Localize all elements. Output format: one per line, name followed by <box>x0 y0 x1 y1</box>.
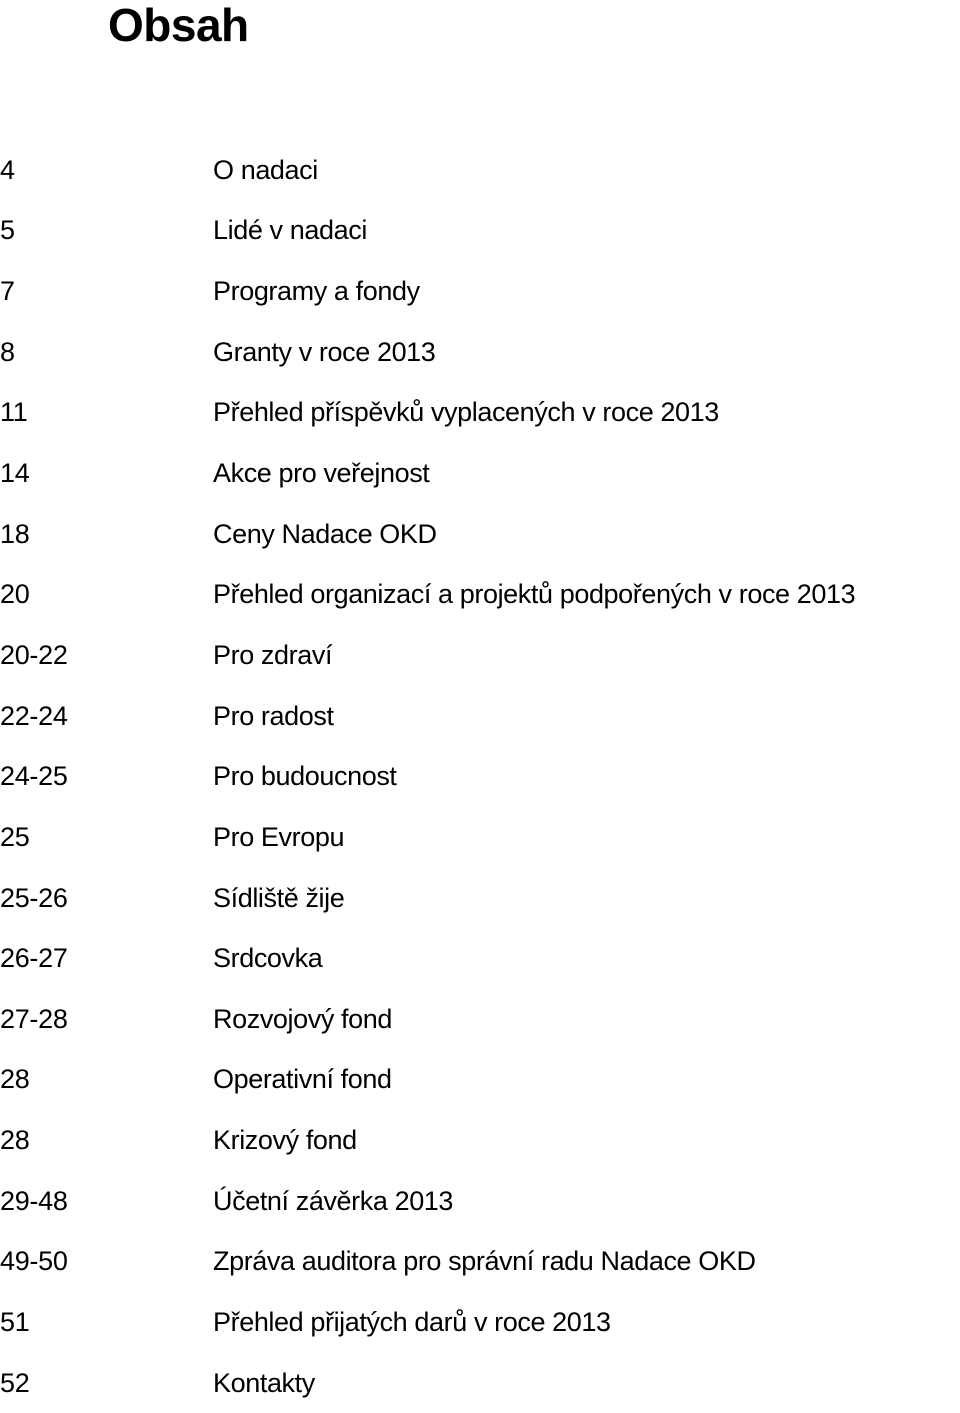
toc-entry <box>0 1232 960 1293</box>
toc-page-number: 28 <box>0 1125 30 1156</box>
toc-entry-label: Přehled přijatých darů v roce 2013 <box>213 1306 611 1337</box>
toc-page-number: 51 <box>0 1306 30 1337</box>
toc-page-number: 29-48 <box>0 1185 68 1216</box>
toc-page-number: 28 <box>0 1064 30 1095</box>
toc-entry-label: Granty v roce 2013 <box>213 336 436 367</box>
toc-entry <box>0 928 960 989</box>
toc-entry <box>0 1171 960 1232</box>
toc-page-number: 52 <box>0 1367 30 1398</box>
toc-entry-label: Programy a fondy <box>213 276 420 307</box>
toc-entry-label: Pro zdraví <box>213 639 333 670</box>
toc-page-number: 8 <box>0 336 15 367</box>
page-title: Obsah <box>108 0 249 51</box>
toc-page-number: 25-26 <box>0 882 68 913</box>
toc-entry <box>0 625 960 686</box>
toc-entry <box>0 1110 960 1171</box>
toc-page-number: 4 <box>0 154 15 185</box>
toc-page-number: 26-27 <box>0 943 68 974</box>
toc-entry <box>0 322 960 383</box>
toc-page-number: 27-28 <box>0 1003 68 1034</box>
toc-entry <box>0 564 960 625</box>
toc-entry-label: Akce pro veřejnost <box>213 458 430 489</box>
toc-entry <box>0 1353 960 1413</box>
toc-entry-label: Operativní fond <box>213 1064 392 1095</box>
toc-page-number: 22-24 <box>0 700 68 731</box>
toc-entry <box>0 1050 960 1111</box>
toc-entry <box>0 989 960 1050</box>
toc-page-number: 18 <box>0 518 30 549</box>
toc-entry-label: Pro budoucnost <box>213 761 397 792</box>
table-of-contents <box>0 140 960 1413</box>
toc-page-number: 7 <box>0 276 15 307</box>
toc-entry-label: Ceny Nadace OKD <box>213 518 437 549</box>
toc-page-number: 5 <box>0 215 15 246</box>
toc-entry <box>0 746 960 807</box>
toc-entry-label: Lidé v nadaci <box>213 215 367 246</box>
toc-page-number: 49-50 <box>0 1246 68 1277</box>
toc-entry-label: Zpráva auditora pro správní radu Nadace OKD <box>213 1246 756 1277</box>
toc-page-number: 25 <box>0 821 30 852</box>
toc-entry-label: Přehled příspěvků vyplacených v roce 2013 <box>213 397 719 428</box>
toc-entry-label: Přehled organizací a projektů podpořených v roce 2013 <box>213 579 856 610</box>
toc-entry-label: Pro Evropu <box>213 821 345 852</box>
toc-page-number: 24-25 <box>0 761 68 792</box>
toc-entry <box>0 1292 960 1353</box>
toc-entry-label: Kontakty <box>213 1367 315 1398</box>
toc-entry-label: Krizový fond <box>213 1125 357 1156</box>
toc-entry <box>0 686 960 747</box>
toc-entry <box>0 807 960 868</box>
toc-entry <box>0 383 960 444</box>
toc-entry <box>0 443 960 504</box>
toc-entry-label: Sídliště žije <box>213 882 345 913</box>
toc-entry-label: Účetní závěrka 2013 <box>213 1185 454 1216</box>
toc-entry-label: O nadaci <box>213 154 318 185</box>
toc-entry <box>0 504 960 565</box>
toc-entry-label: Rozvojový fond <box>213 1003 392 1034</box>
toc-entry <box>0 140 960 201</box>
toc-entry-label: Pro radost <box>213 700 334 731</box>
toc-page-number: 20-22 <box>0 639 68 670</box>
toc-page-number: 20 <box>0 579 30 610</box>
toc-entry-label: Srdcovka <box>213 943 323 974</box>
toc-page-number: 14 <box>0 458 30 489</box>
toc-entry <box>0 261 960 322</box>
toc-page-number: 11 <box>0 397 28 428</box>
toc-entry <box>0 201 960 262</box>
toc-entry <box>0 868 960 929</box>
